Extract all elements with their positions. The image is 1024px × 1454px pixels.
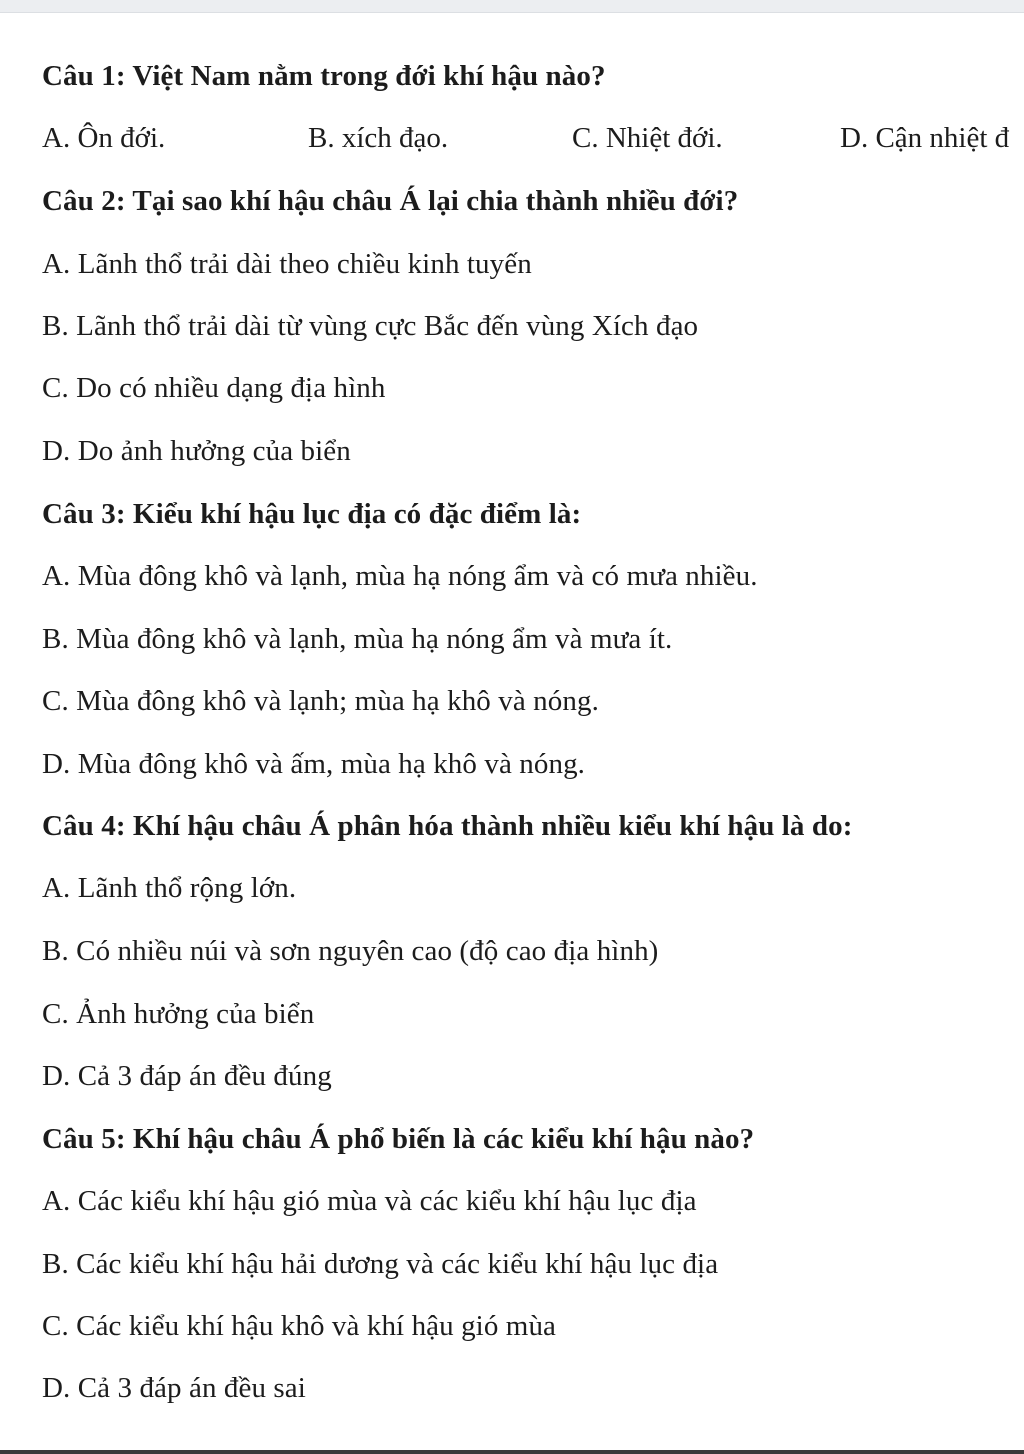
question-3-option-c: C. Mùa đông khô và lạnh; mùa hạ khô và nóng. [42, 685, 599, 717]
question-2-option-d: D. Do ảnh hưởng của biển [42, 435, 351, 467]
question-1-option-b: B. xích đạo. [308, 122, 449, 154]
question-3-option-d: D. Mùa đông khô và ấm, mùa hạ khô và nóng. [42, 748, 586, 780]
question-4-option-b: B. Có nhiều núi và sơn nguyên cao (độ cao địa hình) [42, 935, 659, 967]
question-1-option-d: D. Cận nhiệt đ [840, 122, 1010, 154]
question-4-title: Câu 4: Khí hậu châu Á phân hóa thành nhiều kiểu khí hậu là do: [42, 810, 853, 842]
question-1-options-row [0, 118, 1024, 158]
question-5-option-a: A. Các kiểu khí hậu gió mùa và các kiểu khí hậu lục địa [42, 1185, 697, 1217]
question-2-option-b: B. Lãnh thổ trải dài từ vùng cực Bắc đến vùng Xích đạo [42, 310, 699, 342]
question-1-title: Câu 1: Việt Nam nằm trong đới khí hậu nào? [42, 60, 606, 92]
question-5-option-d: D. Cả 3 đáp án đều sai [42, 1372, 306, 1404]
question-3-option-b: B. Mùa đông khô và lạnh, mùa hạ nóng ẩm và mưa ít. [42, 623, 673, 655]
question-2-option-a: A. Lãnh thổ trải dài theo chiều kinh tuyến [42, 248, 532, 280]
question-5-title: Câu 5: Khí hậu châu Á phổ biến là các kiểu khí hậu nào? [42, 1123, 755, 1155]
question-1-option-c: C. Nhiệt đới. [572, 122, 723, 154]
question-2-option-c: C. Do có nhiều dạng địa hình [42, 372, 386, 404]
question-2-title: Câu 2: Tại sao khí hậu châu Á lại chia thành nhiều đới? [42, 185, 739, 217]
question-4-option-a: A. Lãnh thổ rộng lớn. [42, 872, 297, 904]
question-3-option-a: A. Mùa đông khô và lạnh, mùa hạ nóng ẩm và có mưa nhiều. [42, 560, 758, 592]
question-5-option-b: B. Các kiểu khí hậu hải dương và các kiểu khí hậu lục địa [42, 1248, 719, 1280]
question-5-option-c: C. Các kiểu khí hậu khô và khí hậu gió mùa [42, 1310, 557, 1342]
question-4-option-d: D. Cả 3 đáp án đều đúng [42, 1060, 332, 1092]
question-3-title: Câu 3: Kiểu khí hậu lục địa có đặc điểm là: [42, 498, 582, 530]
bottom-border [0, 1450, 1024, 1454]
question-4-option-c: C. Ảnh hưởng của biển [42, 998, 315, 1030]
question-1-option-a: A. Ôn đới. [42, 122, 166, 154]
